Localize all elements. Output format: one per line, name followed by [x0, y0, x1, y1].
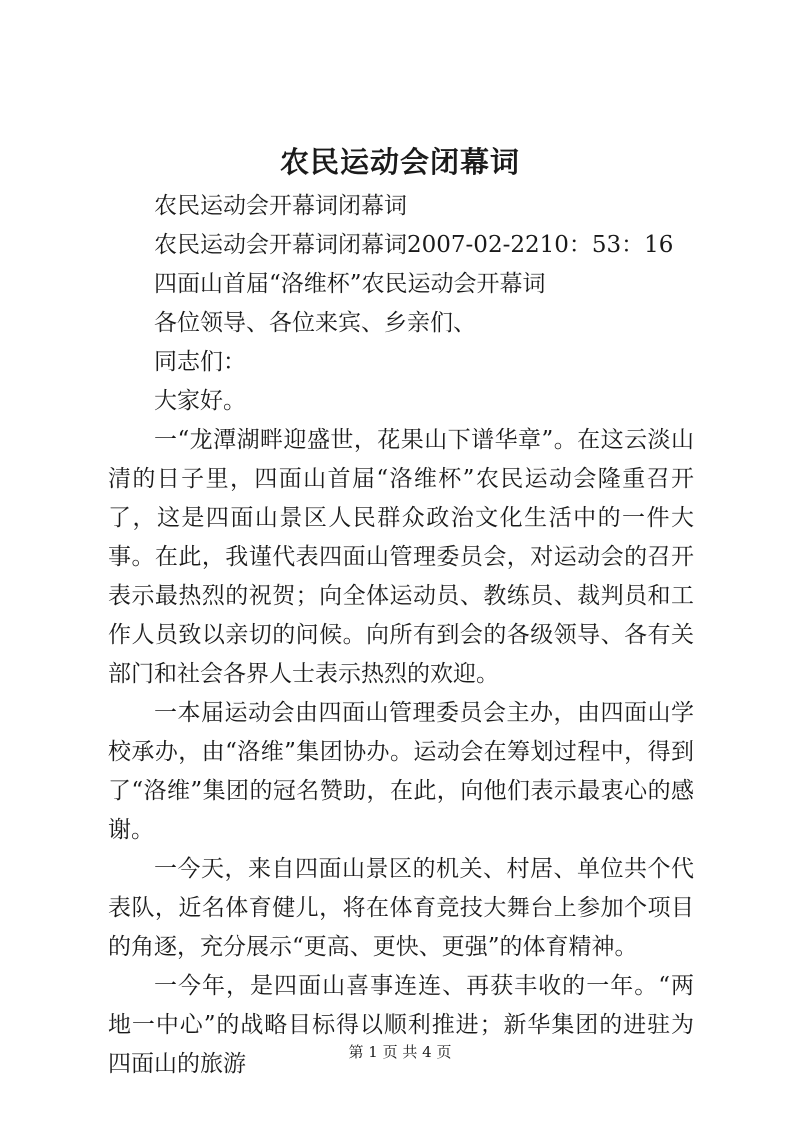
paragraph-speech-title: 四面山首届“洛维杯”农民运动会开幕词	[154, 271, 546, 297]
page-footer: 第 1 页 共 4 页	[348, 1043, 452, 1061]
paragraph-timestamp: 农民运动会开幕词闭幕词2007-02-2210：53：16	[154, 232, 674, 258]
paragraph-greeting: 大家好。	[154, 388, 246, 414]
paragraph-body-1: 一“龙潭湖畔迎盛世，花果山下谱华章”。在这云淡山清的日子里，四面山首届“洛维杯”农民运动会隆重召开了，这是四面山景区人民群众政治文化生活中的一件大事。在此，我谨代表四面山管理委员会，对运动会的召开表示最热烈的祝贺；向全体运动员、教练员、裁判员和工作人员致以亲切的问候。向所有到会的各级领导、各有关部门和社会各界人士表示热烈的欢迎。	[108, 427, 694, 687]
paragraph-body-2: 一本届运动会由四面山管理委员会主办，由四面山学校承办，由“洛维”集团协办。运动会在筹划过程中，得到了“洛维”集团的冠名赞助，在此，向他们表示最衷心的感谢。	[108, 700, 694, 843]
document-body	[108, 187, 694, 1084]
document-title: 农民运动会闭幕词	[279, 145, 520, 179]
paragraph-salutation: 各位领导、各位来宾、乡亲们、	[154, 310, 476, 336]
paragraph-subtitle: 农民运动会开幕词闭幕词	[154, 193, 407, 219]
paragraph-salutation-cont: 同志们：	[154, 349, 246, 375]
paragraph-body-3: 一今天，来自四面山景区的机关、村居、单位共个代表队，近名体育健儿，将在体育竞技大舞台上参加个项目的角逐，充分展示“更高、更快、更强”的体育精神。	[108, 856, 694, 960]
paragraph-body-4: 一今年，是四面山喜事连连、再获丰收的一年。“两地一中心”的战略目标得以顺利推进；新华集团的进驻为四面山的旅游	[108, 973, 694, 1077]
